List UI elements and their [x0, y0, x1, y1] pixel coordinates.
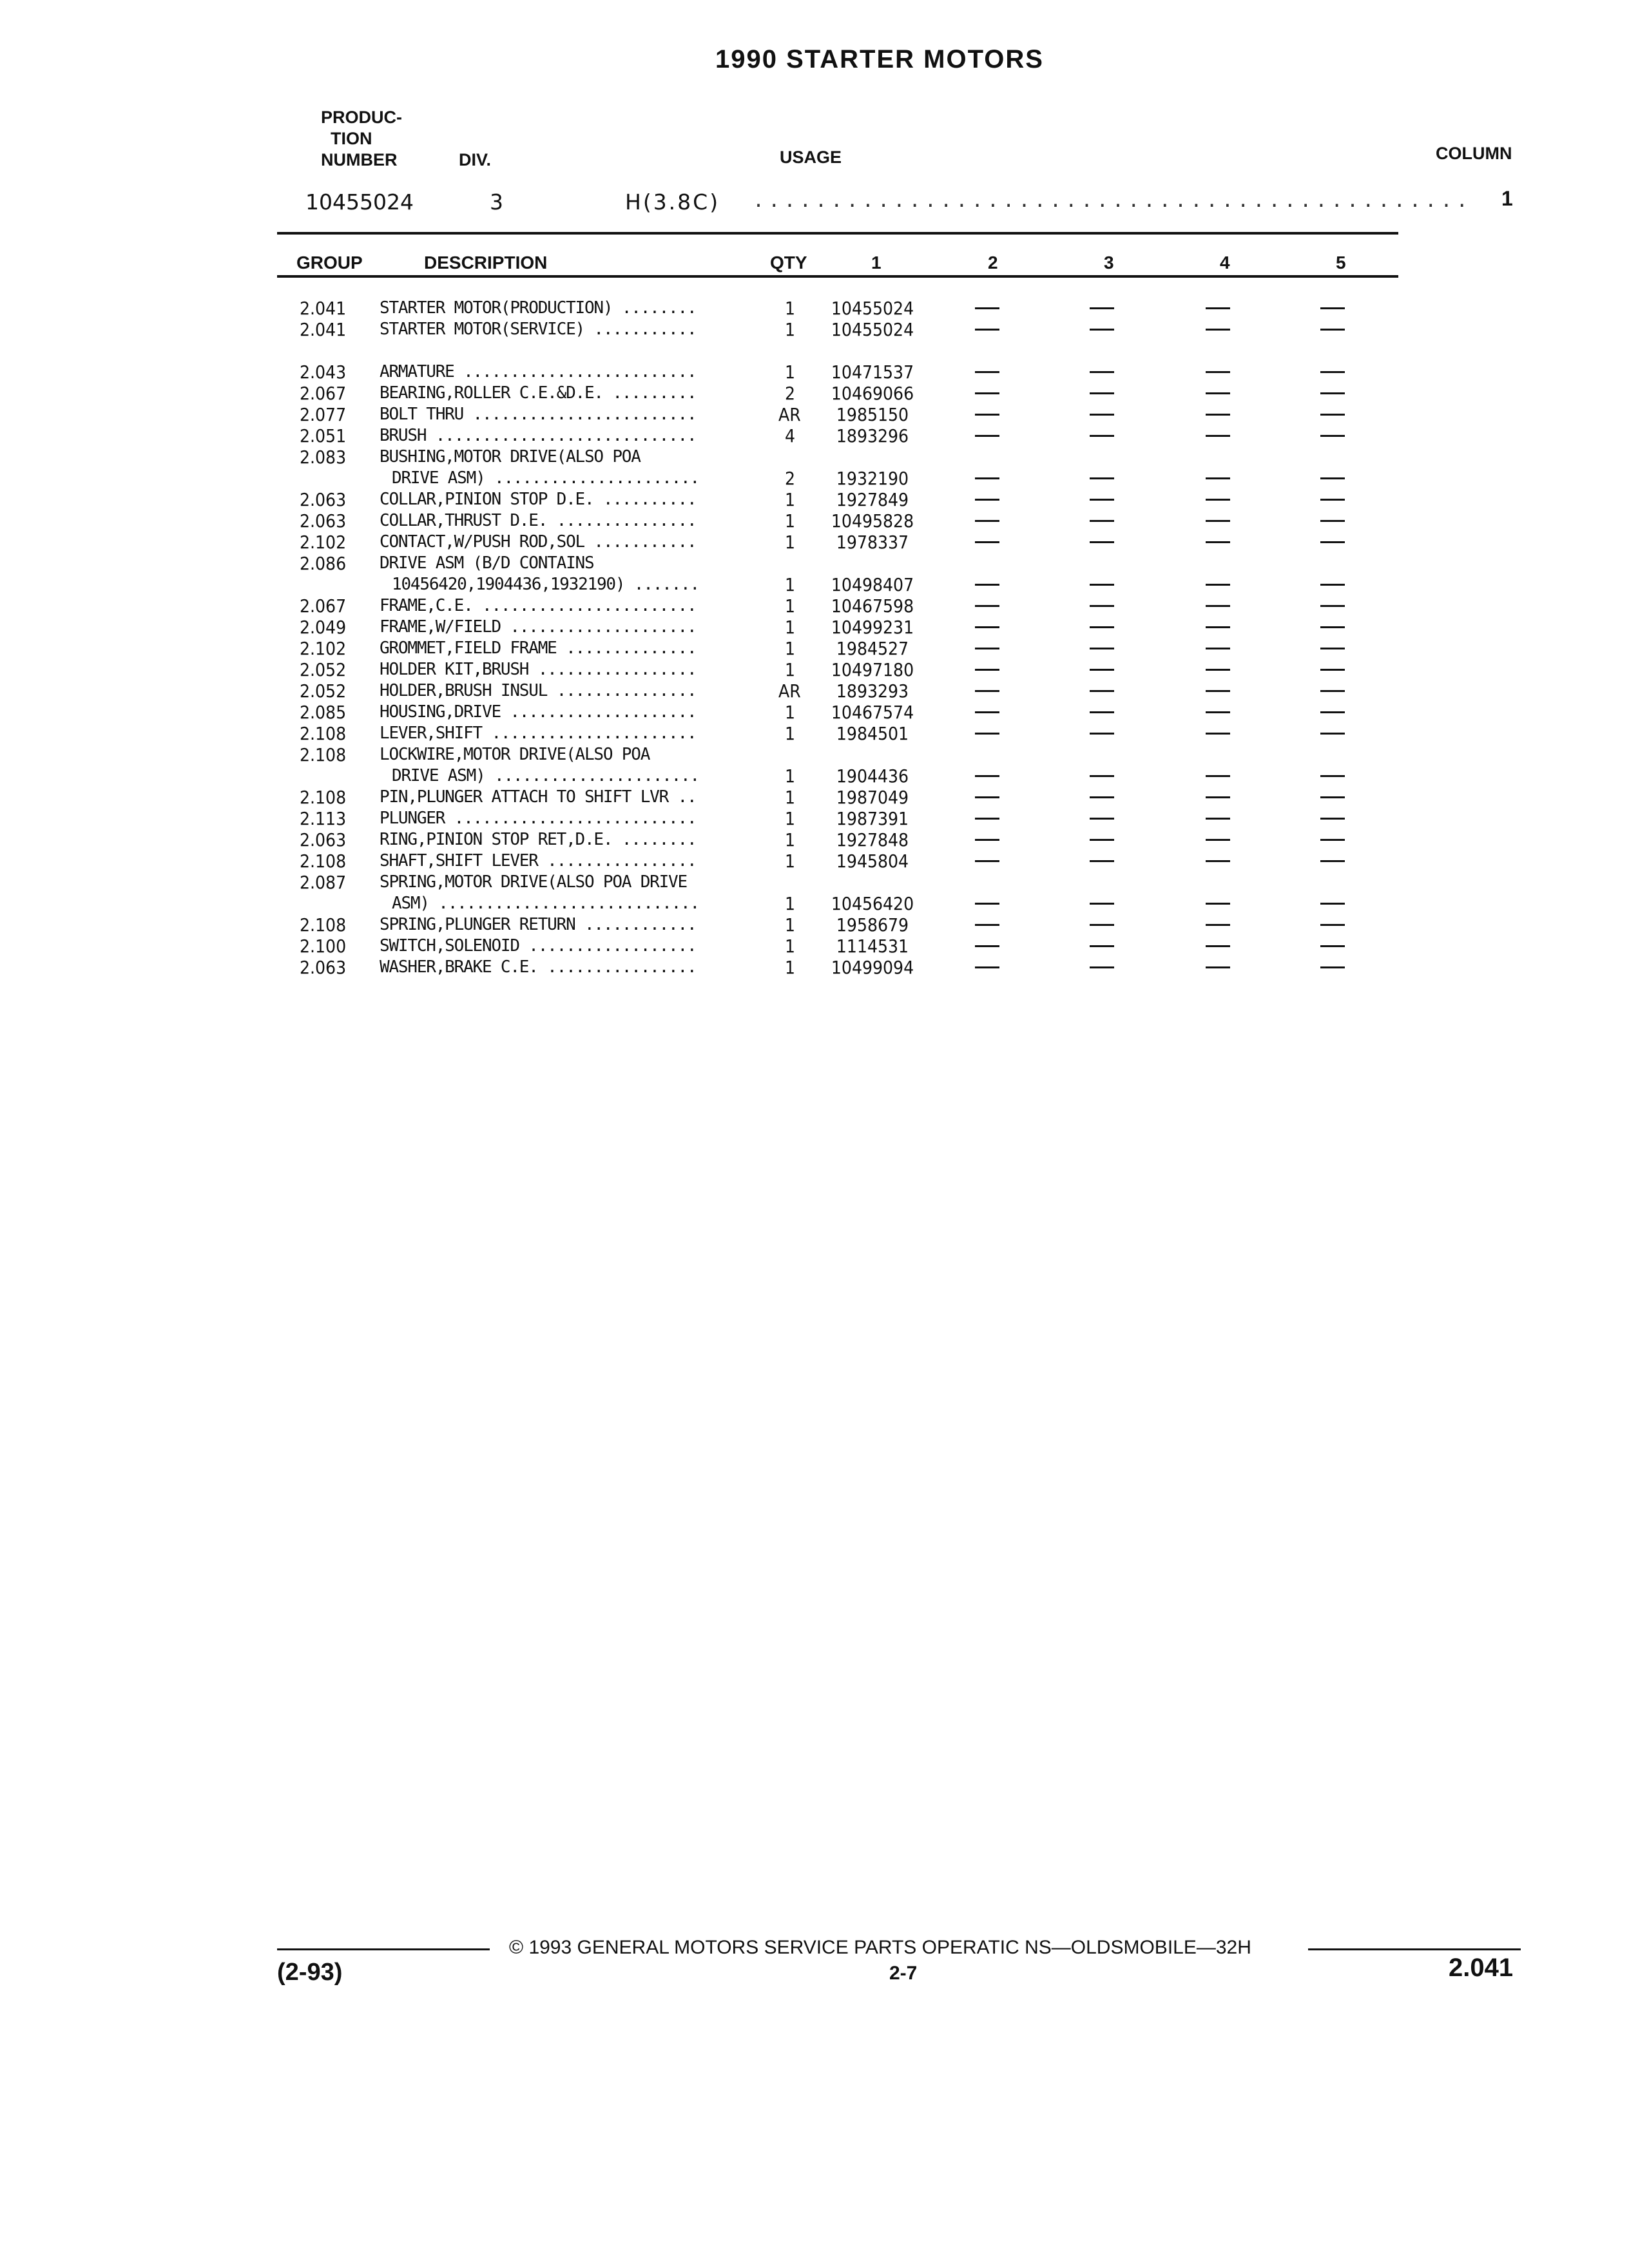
part-number-cell: 10471537 [831, 361, 914, 383]
group-cell: 2.063 [300, 957, 347, 978]
column-2-dash [975, 584, 999, 586]
qty-cell: 1 [784, 914, 795, 936]
column-3-dash [1090, 435, 1114, 437]
table-row [0, 617, 1629, 638]
part-number-cell: 1927849 [836, 489, 909, 510]
column-5-dash [1320, 711, 1345, 713]
column-4-dash [1206, 626, 1230, 628]
description-cell: STARTER MOTOR(PRODUCTION) ........ [380, 298, 697, 318]
table-row [0, 638, 1629, 659]
col-header-description: DESCRIPTION [424, 253, 548, 273]
column-2-dash [975, 626, 999, 628]
part-number-cell: 1984527 [836, 638, 909, 659]
table-row [0, 702, 1629, 723]
column-3-dash [1090, 733, 1114, 735]
qty-cell: 1 [784, 893, 795, 914]
column-2-dash [975, 477, 999, 479]
group-cell: 2.108 [300, 723, 347, 744]
description-cell: ARMATURE ......................... [380, 362, 697, 381]
column-2-dash [975, 648, 999, 649]
usage-label: USAGE [780, 148, 842, 167]
column-2-dash [975, 392, 999, 394]
table-row [0, 510, 1629, 532]
col-header-qty: QTY [770, 253, 807, 273]
column-4-dash [1206, 605, 1230, 607]
div-label: DIV. [459, 150, 492, 169]
column-2-dash [975, 371, 999, 373]
column-2-dash [975, 733, 999, 735]
qty-cell: 1 [784, 702, 795, 723]
table-row [0, 893, 1629, 914]
div-value: 3 [490, 189, 503, 215]
part-number-cell: 10467598 [831, 595, 914, 617]
table-row [0, 808, 1629, 829]
part-number-cell: 1114531 [836, 936, 909, 957]
column-3-dash [1090, 945, 1114, 947]
column-5-dash [1320, 477, 1345, 479]
column-5-dash [1320, 329, 1345, 331]
group-cell: 2.067 [300, 595, 347, 617]
column-4-dash [1206, 307, 1230, 309]
table-row [0, 936, 1629, 957]
part-number-cell: 10499231 [831, 617, 914, 638]
description-cell: STARTER MOTOR(SERVICE) ........... [380, 320, 697, 339]
table-header-divider [277, 275, 1398, 278]
column-4-dash [1206, 860, 1230, 862]
group-cell: 2.063 [300, 489, 347, 510]
column-2-dash [975, 711, 999, 713]
qty-cell: AR [778, 680, 801, 702]
column-2-dash [975, 435, 999, 437]
column-3-dash [1090, 329, 1114, 331]
group-cell: 2.063 [300, 510, 347, 532]
column-3-dash [1090, 839, 1114, 841]
column-5-dash [1320, 924, 1345, 926]
table-row [0, 765, 1629, 787]
column-3-dash [1090, 605, 1114, 607]
table-row [0, 787, 1629, 808]
description-cell: LEVER,SHIFT ...................... [380, 724, 697, 743]
usage-leader-dots: .............................................. [753, 189, 1472, 212]
column-2-dash [975, 924, 999, 926]
part-number-cell: 10456420 [831, 893, 914, 914]
part-number-cell: 1893293 [836, 680, 909, 702]
qty-cell: 1 [784, 765, 795, 787]
column-5-dash [1320, 605, 1345, 607]
col-header-1: 1 [871, 253, 882, 273]
column-4-dash [1206, 690, 1230, 692]
column-4-dash [1206, 775, 1230, 777]
column-4-dash [1206, 818, 1230, 820]
part-number-cell: 10499094 [831, 957, 914, 978]
group-cell: 2.051 [300, 425, 347, 447]
footer-rule-left [277, 1948, 490, 1950]
column-3-dash [1090, 371, 1114, 373]
column-5-dash [1320, 966, 1345, 968]
column-5-dash [1320, 435, 1345, 437]
column-5-dash [1320, 839, 1345, 841]
column-5-dash [1320, 584, 1345, 586]
description-cell: CONTACT,W/PUSH ROD,SOL ........... [380, 532, 697, 552]
description-cell: FRAME,W/FIELD .................... [380, 617, 697, 637]
qty-cell: 1 [784, 659, 795, 680]
group-cell: 2.102 [300, 638, 347, 659]
column-3-dash [1090, 626, 1114, 628]
table-row [0, 829, 1629, 850]
part-number-cell: 1904436 [836, 765, 909, 787]
production-number-label: PRODUC- TION NUMBER [321, 108, 402, 169]
column-3-dash [1090, 924, 1114, 926]
description-cell: FRAME,C.E. ....................... [380, 596, 697, 615]
description-cell: RING,PINION STOP RET,D.E. ........ [380, 830, 697, 849]
column-3-dash [1090, 499, 1114, 501]
part-number-cell: 1932190 [836, 468, 909, 489]
description-cell: SHAFT,SHIFT LEVER ................ [380, 851, 697, 870]
column-5-dash [1320, 775, 1345, 777]
description-cell: 10456420,1904436,1932190) ....... [392, 575, 699, 594]
description-cell: PLUNGER .......................... [380, 809, 697, 828]
column-2-dash [975, 414, 999, 416]
description-cell: DRIVE ASM) ...................... [392, 766, 699, 785]
description-cell: HOUSING,DRIVE .................... [380, 702, 697, 722]
column-3-dash [1090, 690, 1114, 692]
column-4-dash [1206, 924, 1230, 926]
table-row [0, 850, 1629, 872]
column-4-dash [1206, 477, 1230, 479]
column-3-dash [1090, 392, 1114, 394]
column-3-dash [1090, 860, 1114, 862]
table-row [0, 723, 1629, 744]
table-row [0, 298, 1629, 319]
column-4-dash [1206, 711, 1230, 713]
column-5-dash [1320, 392, 1345, 394]
description-cell: HOLDER,BRUSH INSUL ............... [380, 681, 697, 700]
part-number-cell: 10455024 [831, 298, 914, 319]
qty-cell: 1 [784, 723, 795, 744]
column-3-dash [1090, 796, 1114, 798]
group-cell: 2.108 [300, 744, 347, 765]
description-cell: BUSHING,MOTOR DRIVE(ALSO POA [380, 447, 641, 466]
group-cell: 2.077 [300, 404, 347, 425]
column-2-dash [975, 839, 999, 841]
column-2-dash [975, 307, 999, 309]
column-3-dash [1090, 541, 1114, 543]
group-cell: 2.052 [300, 659, 347, 680]
column-4-dash [1206, 392, 1230, 394]
description-cell: ASM) ............................ [392, 894, 699, 913]
column-4-dash [1206, 966, 1230, 968]
group-cell: 2.083 [300, 447, 347, 468]
description-cell: GROMMET,FIELD FRAME .............. [380, 639, 697, 658]
column-2-dash [975, 520, 999, 522]
part-number-cell: 10497180 [831, 659, 914, 680]
table-row [0, 744, 1629, 765]
group-cell: 2.087 [300, 872, 347, 893]
qty-cell: 1 [784, 808, 795, 829]
column-5-dash [1320, 733, 1345, 735]
column-2-dash [975, 903, 999, 905]
description-cell: COLLAR,THRUST D.E. ............... [380, 511, 697, 530]
qty-cell: 1 [784, 574, 795, 595]
qty-cell: 1 [784, 638, 795, 659]
qty-cell: AR [778, 404, 801, 425]
description-cell: DRIVE ASM) ...................... [392, 468, 699, 488]
table-row [0, 425, 1629, 447]
table-row [0, 383, 1629, 404]
column-5-dash [1320, 945, 1345, 947]
column-3-dash [1090, 414, 1114, 416]
table-row [0, 404, 1629, 425]
qty-cell: 1 [784, 787, 795, 808]
qty-cell: 2 [784, 383, 795, 404]
column-4-dash [1206, 733, 1230, 735]
footer-rule-right [1308, 1948, 1521, 1950]
group-cell: 2.108 [300, 850, 347, 872]
column-2-dash [975, 690, 999, 692]
copyright-text: © 1993 GENERAL MOTORS SERVICE PARTS OPERATIC NS—OLDSMOBILE—32H [509, 1937, 1251, 1958]
group-cell: 2.113 [300, 808, 347, 829]
column-5-dash [1320, 796, 1345, 798]
column-5-dash [1320, 371, 1345, 373]
description-cell: LOCKWIRE,MOTOR DRIVE(ALSO POA [380, 745, 650, 764]
part-number-cell: 1927848 [836, 829, 909, 850]
column-4-dash [1206, 329, 1230, 331]
column-5-dash [1320, 414, 1345, 416]
header-divider [277, 232, 1398, 235]
description-cell: HOLDER KIT,BRUSH ................. [380, 660, 697, 679]
part-number-cell: 10495828 [831, 510, 914, 532]
table-row [0, 489, 1629, 510]
table-row [0, 574, 1629, 595]
column-5-dash [1320, 520, 1345, 522]
column-4-dash [1206, 414, 1230, 416]
column-4-dash [1206, 435, 1230, 437]
column-4-dash [1206, 499, 1230, 501]
table-row [0, 468, 1629, 489]
column-2-dash [975, 499, 999, 501]
column-3-dash [1090, 818, 1114, 820]
column-5-dash [1320, 903, 1345, 905]
description-cell: SWITCH,SOLENOID .................. [380, 936, 697, 956]
column-3-dash [1090, 669, 1114, 671]
part-number-cell: 10498407 [831, 574, 914, 595]
table-row [0, 447, 1629, 468]
col-header-group: GROUP [296, 253, 363, 273]
column-4-dash [1206, 796, 1230, 798]
part-number-cell: 1893296 [836, 425, 909, 447]
table-row [0, 553, 1629, 574]
column-4-dash [1206, 669, 1230, 671]
part-number-cell: 10467574 [831, 702, 914, 723]
column-3-dash [1090, 520, 1114, 522]
qty-cell: 2 [784, 468, 795, 489]
table-row [0, 659, 1629, 680]
table-row [0, 595, 1629, 617]
column-3-dash [1090, 307, 1114, 309]
column-5-dash [1320, 818, 1345, 820]
group-cell: 2.063 [300, 829, 347, 850]
column-4-dash [1206, 541, 1230, 543]
col-header-3: 3 [1104, 253, 1114, 273]
column-3-dash [1090, 711, 1114, 713]
column-2-dash [975, 541, 999, 543]
column-5-dash [1320, 860, 1345, 862]
qty-cell: 1 [784, 510, 795, 532]
column-2-dash [975, 796, 999, 798]
group-cell: 2.041 [300, 319, 347, 340]
table-row [0, 872, 1629, 893]
group-cell: 2.108 [300, 787, 347, 808]
column-3-dash [1090, 903, 1114, 905]
qty-cell: 1 [784, 829, 795, 850]
qty-cell: 1 [784, 617, 795, 638]
part-number-cell: 1958679 [836, 914, 909, 936]
description-cell: SPRING,MOTOR DRIVE(ALSO POA DRIVE [380, 872, 687, 892]
group-cell: 2.067 [300, 383, 347, 404]
group-cell: 2.102 [300, 532, 347, 553]
column-5-dash [1320, 690, 1345, 692]
qty-cell: 1 [784, 489, 795, 510]
column-4-dash [1206, 648, 1230, 649]
column-2-dash [975, 669, 999, 671]
table-row [0, 680, 1629, 702]
table-row [0, 319, 1629, 340]
column-5-dash [1320, 648, 1345, 649]
column-2-dash [975, 818, 999, 820]
part-number-cell: 1987049 [836, 787, 909, 808]
column-4-dash [1206, 371, 1230, 373]
section-number: 2.041 [1449, 1954, 1514, 1982]
part-number-cell: 1987391 [836, 808, 909, 829]
column-4-dash [1206, 903, 1230, 905]
column-2-dash [975, 945, 999, 947]
column-2-dash [975, 860, 999, 862]
table-row [0, 957, 1629, 978]
description-cell: BEARING,ROLLER C.E.&D.E. ......... [380, 383, 697, 403]
table-row [0, 361, 1629, 383]
page-number: 2-7 [889, 1963, 918, 1984]
group-cell: 2.100 [300, 936, 347, 957]
table-row [0, 532, 1629, 553]
qty-cell: 1 [784, 936, 795, 957]
table-row [0, 914, 1629, 936]
description-cell: BRUSH ............................ [380, 426, 697, 445]
description-cell: BOLT THRU ........................ [380, 405, 697, 424]
group-cell: 2.052 [300, 680, 347, 702]
column-4-dash [1206, 839, 1230, 841]
group-cell: 2.085 [300, 702, 347, 723]
qty-cell: 1 [784, 298, 795, 319]
qty-cell: 1 [784, 850, 795, 872]
column-4-dash [1206, 520, 1230, 522]
group-cell: 2.108 [300, 914, 347, 936]
group-cell: 2.041 [300, 298, 347, 319]
usage-value: H(3.8C) [625, 189, 720, 215]
column-2-dash [975, 966, 999, 968]
column-5-dash [1320, 499, 1345, 501]
column-3-dash [1090, 648, 1114, 649]
column-5-dash [1320, 626, 1345, 628]
qty-cell: 4 [784, 425, 795, 447]
part-number-cell: 1945804 [836, 850, 909, 872]
qty-cell: 1 [784, 957, 795, 978]
column-5-dash [1320, 541, 1345, 543]
page-title: 1990 STARTER MOTORS [715, 45, 1044, 73]
col-header-4: 4 [1220, 253, 1230, 273]
column-5-dash [1320, 307, 1345, 309]
column-label: COLUMN [1436, 144, 1512, 163]
description-cell: COLLAR,PINION STOP D.E. .......... [380, 490, 697, 509]
group-cell: 2.043 [300, 361, 347, 383]
description-cell: PIN,PLUNGER ATTACH TO SHIFT LVR .. [380, 787, 697, 807]
qty-cell: 1 [784, 361, 795, 383]
description-cell: DRIVE ASM (B/D CONTAINS [380, 553, 594, 573]
description-cell: WASHER,BRAKE C.E. ................ [380, 957, 697, 977]
column-3-dash [1090, 966, 1114, 968]
column-4-dash [1206, 584, 1230, 586]
col-header-5: 5 [1336, 253, 1346, 273]
column-5-dash [1320, 669, 1345, 671]
part-number-cell: 1984501 [836, 723, 909, 744]
group-cell: 2.049 [300, 617, 347, 638]
revision-date: (2-93) [277, 1959, 343, 1986]
column-3-dash [1090, 477, 1114, 479]
column-value: 1 [1501, 187, 1513, 210]
part-number-cell: 1985150 [836, 404, 909, 425]
group-cell: 2.086 [300, 553, 347, 574]
column-3-dash [1090, 584, 1114, 586]
column-2-dash [975, 775, 999, 777]
part-number-cell: 10455024 [831, 319, 914, 340]
column-3-dash [1090, 775, 1114, 777]
production-number: 10455024 [305, 189, 414, 215]
description-cell: SPRING,PLUNGER RETURN ............ [380, 915, 697, 934]
column-2-dash [975, 329, 999, 331]
qty-cell: 1 [784, 319, 795, 340]
qty-cell: 1 [784, 595, 795, 617]
column-2-dash [975, 605, 999, 607]
part-number-cell: 1978337 [836, 532, 909, 553]
qty-cell: 1 [784, 532, 795, 553]
col-header-2: 2 [988, 253, 998, 273]
part-number-cell: 10469066 [831, 383, 914, 404]
column-4-dash [1206, 945, 1230, 947]
